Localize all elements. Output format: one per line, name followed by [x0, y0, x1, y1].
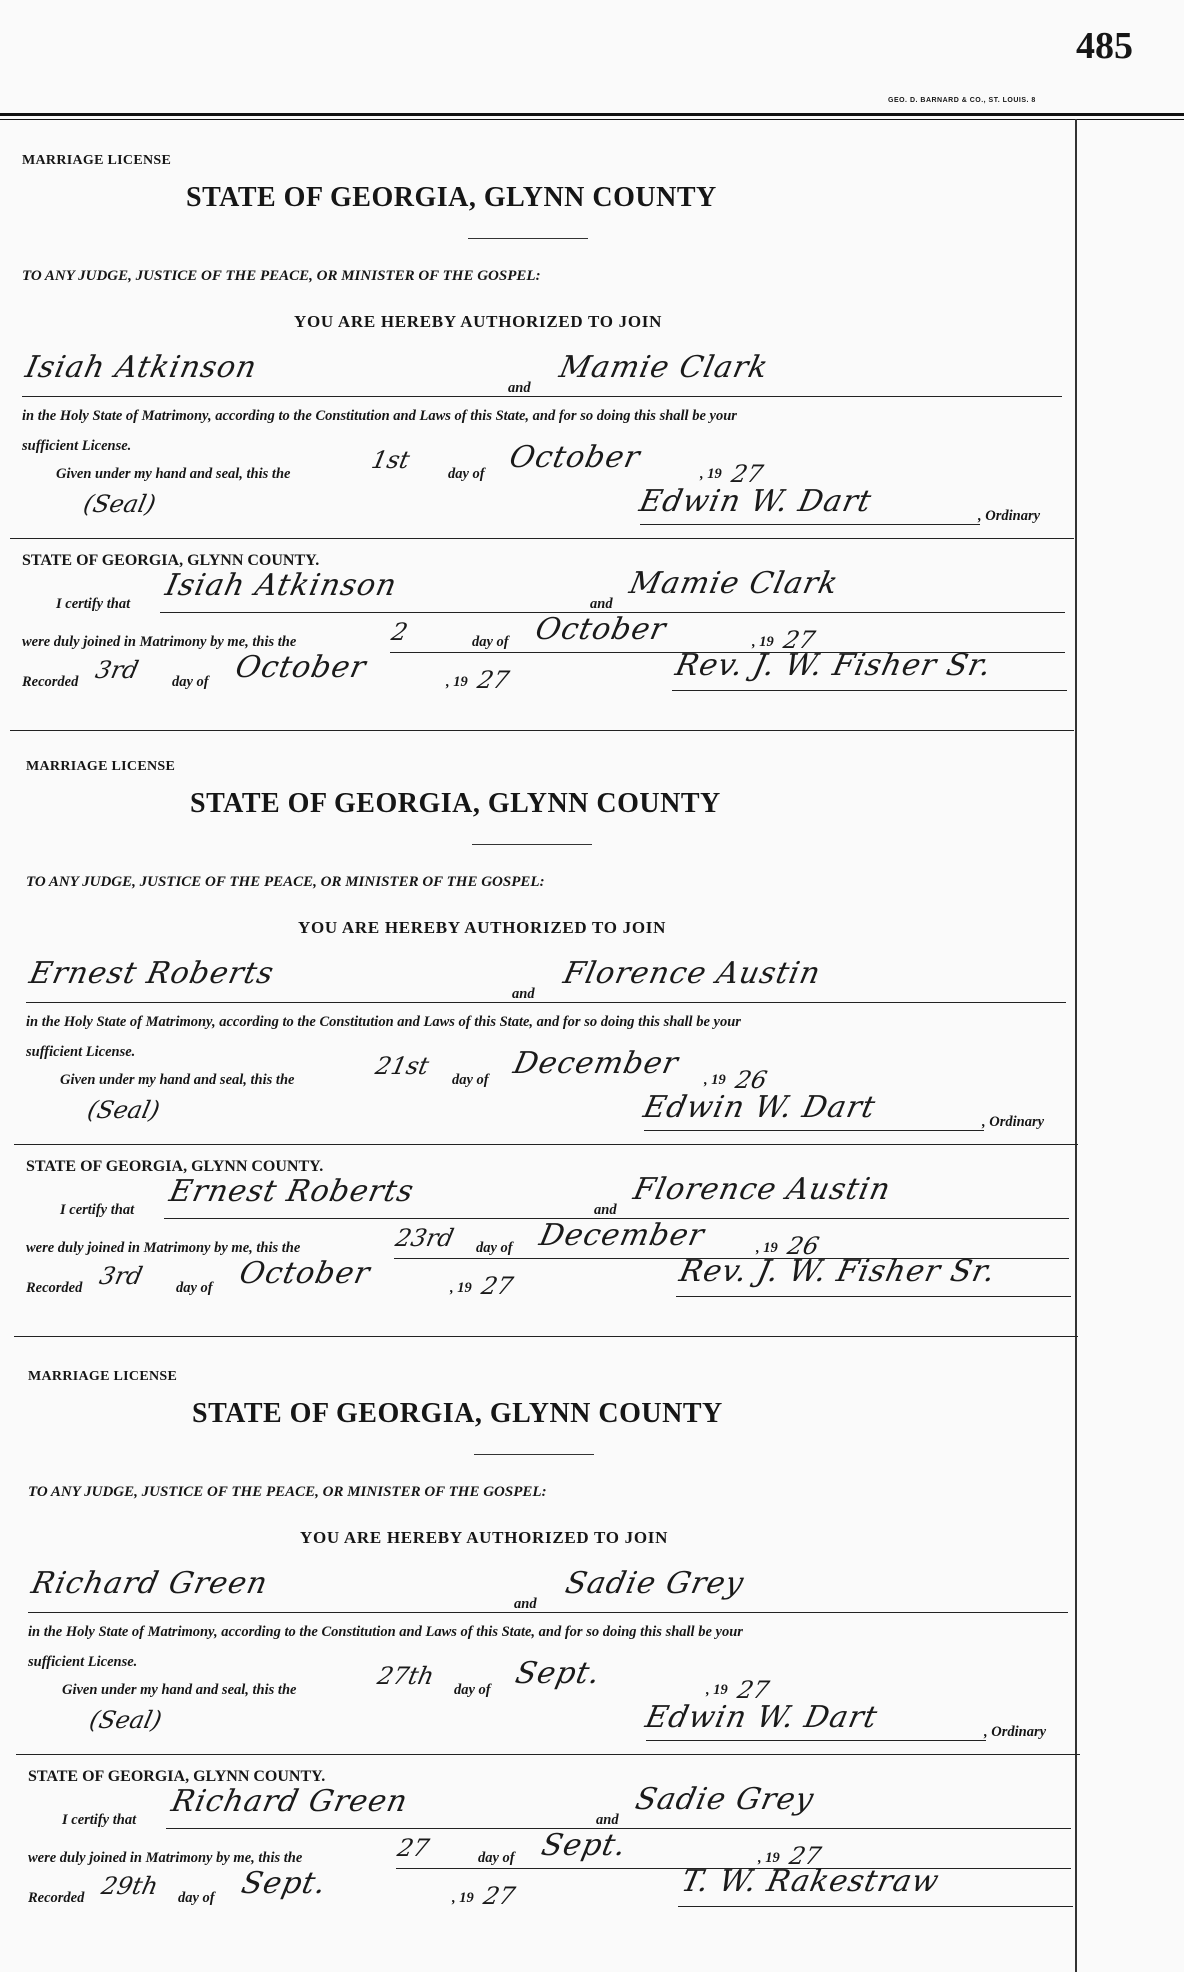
day-of-label-2: day of [478, 1850, 515, 1866]
groom-name: Isiah Atkinson [22, 350, 261, 385]
ordinary-signature: Edwin W. Dart [636, 484, 875, 519]
officiant-signature: Rev. J. W. Fisher Sr. [676, 1254, 999, 1289]
authorized-line: YOU ARE HEREBY AUTHORIZED TO JOIN [294, 312, 663, 331]
certify-groom: Richard Green [168, 1784, 412, 1819]
certify-label: I certify that [60, 1202, 135, 1218]
year-prefix: , 19 [700, 466, 722, 482]
right-margin-rule [1075, 119, 1077, 1972]
certify-groom: Ernest Roberts [166, 1174, 418, 1209]
year-prefix-3: , 19 [452, 1890, 474, 1906]
printer-mark: GEO. D. BARNARD & CO., ST. LOUIS. 8 [888, 97, 1036, 104]
married-year: 27 [781, 626, 818, 654]
groom-name: Ernest Roberts [26, 956, 278, 991]
given-under-label: Given under my hand and seal, this the [62, 1682, 297, 1698]
and-label-2: and [596, 1812, 619, 1828]
duly-joined-label: were duly joined in Matrimony by me, this the [28, 1850, 303, 1866]
ordinary-label: , Ordinary [982, 1114, 1045, 1130]
and-label: and [514, 1596, 537, 1612]
recorded-day: 29th [99, 1872, 161, 1900]
officiant-rule [678, 1906, 1073, 1907]
certify-bride: Mamie Clark [626, 566, 842, 601]
matrimony-line: in the Holy State of Matrimony, according to the Constitution and Laws of this State, and for so doing this shall be your [22, 408, 737, 424]
address-line: TO ANY JUDGE, JUSTICE OF THE PEACE, OR MINISTER OF THE GOSPEL: [28, 1484, 547, 1500]
section-rule [10, 538, 1074, 539]
recorded-day: 3rd [97, 1262, 146, 1290]
groom-name: Richard Green [28, 1566, 272, 1601]
sig-rule [644, 1130, 984, 1131]
license-day: 27th [375, 1662, 437, 1690]
marriage-license-label: MARRIAGE LICENSE [26, 759, 176, 774]
officiant-rule [672, 690, 1067, 691]
day-of-label-2: day of [472, 634, 509, 650]
authorized-line: YOU ARE HEREBY AUTHORIZED TO JOIN [300, 1528, 669, 1547]
sufficient-line: sufficient License. [28, 1654, 138, 1670]
block-separator [14, 1336, 1078, 1337]
recorded-year: 27 [481, 1882, 518, 1910]
certify-label: I certify that [62, 1812, 137, 1828]
bride-name: Florence Austin [560, 956, 825, 991]
recorded-label: Recorded [22, 674, 79, 690]
given-under-label: Given under my hand and seal, this the [60, 1072, 295, 1088]
names-rule [28, 1612, 1068, 1613]
certify-bride: Florence Austin [630, 1172, 895, 1207]
names-rule [26, 1002, 1066, 1003]
year-prefix: , 19 [704, 1072, 726, 1088]
married-month: Sept. [538, 1828, 630, 1863]
and-label: and [512, 986, 535, 1002]
certify-state: STATE OF GEORGIA, GLYNN COUNTY. [26, 1158, 324, 1175]
top-rule-thin [0, 119, 1184, 120]
ordinary-signature: Edwin W. Dart [640, 1090, 879, 1125]
recorded-year: 27 [479, 1272, 516, 1300]
certify-state: STATE OF GEORGIA, GLYNN COUNTY. [28, 1768, 326, 1785]
state-header: STATE OF GEORGIA, GLYNN COUNTY [192, 1398, 723, 1429]
marriage-license-label: MARRIAGE LICENSE [22, 153, 172, 168]
day-of-label-3: day of [178, 1890, 215, 1906]
day-of-label-3: day of [176, 1280, 213, 1296]
license-day: 21st [373, 1052, 432, 1080]
title-rule [474, 1454, 594, 1455]
seal-mark: (Seal) [85, 1096, 163, 1124]
recorded-month: October [236, 1256, 374, 1291]
names-rule [22, 396, 1062, 397]
authorized-line: YOU ARE HEREBY AUTHORIZED TO JOIN [298, 918, 667, 937]
year-prefix-2: , 19 [758, 1850, 780, 1866]
year-prefix-2: , 19 [752, 634, 774, 650]
and-label-2: and [590, 596, 613, 612]
married-day: 2 [389, 618, 411, 646]
given-under-label: Given under my hand and seal, this the [56, 466, 291, 482]
license-year: 26 [733, 1066, 770, 1094]
year-prefix-3: , 19 [450, 1280, 472, 1296]
certify-label: I certify that [56, 596, 131, 612]
and-label: and [508, 380, 531, 396]
state-header: STATE OF GEORGIA, GLYNN COUNTY [190, 788, 721, 819]
day-of-label-2: day of [476, 1240, 513, 1256]
married-day: 27 [395, 1834, 432, 1862]
officiant-signature: Rev. J. W. Fisher Sr. [672, 648, 995, 683]
ordinary-signature: Edwin W. Dart [642, 1700, 881, 1735]
title-rule [472, 844, 592, 845]
ordinary-label: , Ordinary [978, 508, 1041, 524]
matrimony-line: in the Holy State of Matrimony, according to the Constitution and Laws of this State, and for so doing this shall be your [26, 1014, 741, 1030]
married-month: October [532, 612, 670, 647]
recorded-year: 27 [475, 666, 512, 694]
officiant-rule [676, 1296, 1071, 1297]
married-year: 27 [787, 1842, 824, 1870]
matrimony-line: in the Holy State of Matrimony, according to the Constitution and Laws of this State, and for so doing this shall be your [28, 1624, 743, 1640]
day-of-label: day of [448, 466, 485, 482]
certify-state: STATE OF GEORGIA, GLYNN COUNTY. [22, 552, 320, 569]
address-line: TO ANY JUDGE, JUSTICE OF THE PEACE, OR MINISTER OF THE GOSPEL: [22, 268, 541, 284]
day-of-label: day of [452, 1072, 489, 1088]
bride-name: Sadie Grey [562, 1566, 748, 1601]
recorded-label: Recorded [28, 1890, 85, 1906]
license-month: October [506, 440, 644, 475]
day-of-label: day of [454, 1682, 491, 1698]
year-prefix: , 19 [706, 1682, 728, 1698]
section-rule [16, 1754, 1080, 1755]
day-of-label-3: day of [172, 674, 209, 690]
year-prefix-2: , 19 [756, 1240, 778, 1256]
officiant-signature: T. W. Rakestraw [678, 1864, 943, 1899]
certify-groom: Isiah Atkinson [162, 568, 401, 603]
recorded-label: Recorded [26, 1280, 83, 1296]
recorded-month: Sept. [238, 1866, 330, 1901]
seal-mark: (Seal) [81, 490, 159, 518]
address-line: TO ANY JUDGE, JUSTICE OF THE PEACE, OR MINISTER OF THE GOSPEL: [26, 874, 545, 890]
married-month: December [536, 1218, 708, 1253]
sig-rule [646, 1740, 986, 1741]
block-separator [10, 730, 1074, 731]
married-day: 23rd [393, 1224, 457, 1252]
state-header: STATE OF GEORGIA, GLYNN COUNTY [186, 182, 717, 213]
duly-joined-label: were duly joined in Matrimony by me, this the [22, 634, 297, 650]
married-year: 26 [785, 1232, 822, 1260]
section-rule [14, 1144, 1078, 1145]
seal-mark: (Seal) [87, 1706, 165, 1734]
license-month: December [510, 1046, 682, 1081]
and-label-2: and [594, 1202, 617, 1218]
license-day: 1st [369, 446, 413, 474]
sufficient-line: sufficient License. [22, 438, 132, 454]
top-rule [0, 113, 1184, 116]
marriage-license-label: MARRIAGE LICENSE [28, 1369, 178, 1384]
recorded-month: October [232, 650, 370, 685]
recorded-day: 3rd [93, 656, 142, 684]
sufficient-line: sufficient License. [26, 1044, 136, 1060]
license-year: 27 [735, 1676, 772, 1704]
duly-joined-label: were duly joined in Matrimony by me, this the [26, 1240, 301, 1256]
license-year: 27 [729, 460, 766, 488]
ordinary-label: , Ordinary [984, 1724, 1047, 1740]
title-rule [468, 238, 588, 239]
year-prefix-3: , 19 [446, 674, 468, 690]
license-month: Sept. [512, 1656, 604, 1691]
sig-rule [640, 524, 980, 525]
page-number: 485 [1076, 25, 1133, 67]
certify-bride: Sadie Grey [632, 1782, 818, 1817]
bride-name: Mamie Clark [556, 350, 772, 385]
